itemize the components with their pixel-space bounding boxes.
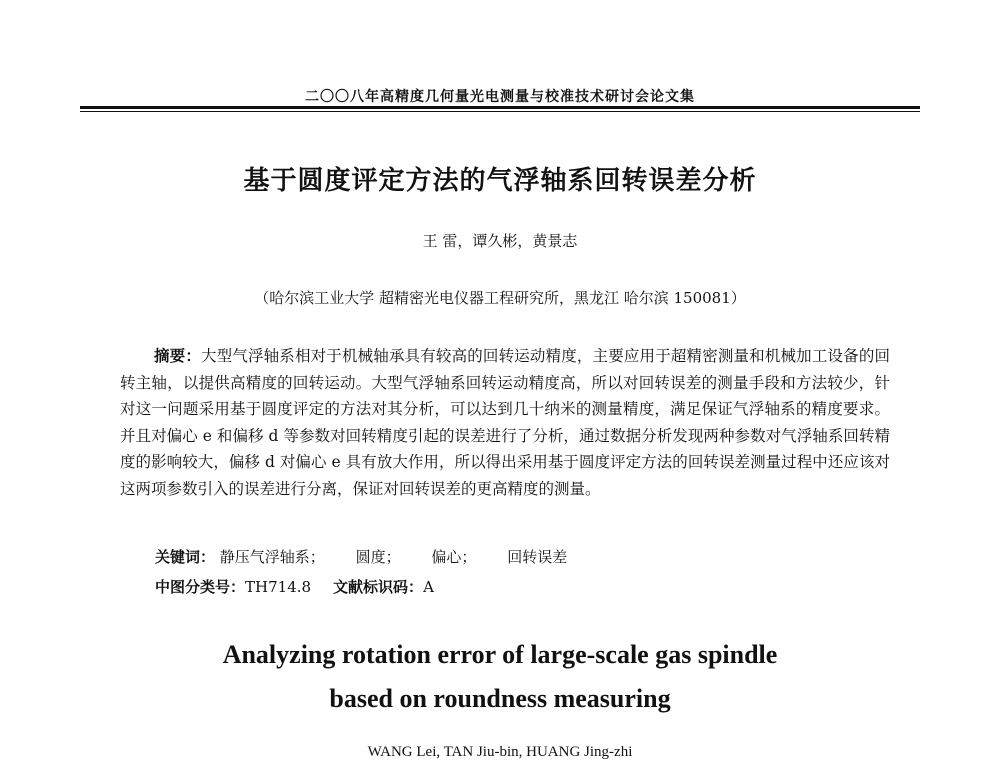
keywords-line — [155, 546, 895, 567]
abstract-text: 大型气浮轴系相对于机械轴承具有较高的回转运动精度，主要应用于超精密测量和机械加工设备的回转主轴，以提供高精度的回转运动。大型气浮轴系回转运动精度高，所以对回转误差的测量手段和方法较少，针对这一问题采用基于圆度评定的方法对其分析，可以达到几十纳米的测量精度，满足保证气浮轴系的精度要求。并且对偏心 e 和偏移 d 等参数对回转精度引起的误差进行了分析，通过数据分析发现两种参数对气浮轴系回转精度的影响较大，偏移 d 对偏心 e 具有放大作用，所以得出采用基于圆度评定方法的回转误差测量过程中还应该对这两项参数引入的误差进行分离，保证对回转误差的更高精度的测量。 — [120, 347, 890, 498]
paper-title-en-line2: based on roundness measuring — [329, 684, 671, 713]
classification-line — [155, 576, 895, 597]
affiliation-cn: （哈尔滨工业大学 超精密光电仪器工程研究所，黑龙江 哈尔滨 150081） — [254, 289, 746, 307]
running-header: 二〇〇八年高精度几何量光电测量与校准技术研讨会论文集 — [305, 89, 695, 105]
doc-code-label: 文献标识码： — [333, 578, 424, 596]
paper-title-cn: 基于圆度评定方法的气浮轴系回转误差分析 — [243, 166, 757, 196]
keywords-label: 关键词： — [155, 548, 216, 566]
keyword: 圆度； — [355, 548, 401, 566]
keyword: 偏心； — [431, 548, 477, 566]
doc-code-value: A — [423, 578, 434, 596]
clc-label: 中图分类号： — [155, 578, 246, 596]
authors-cn: 王 雷，谭久彬，黄景志 — [422, 232, 578, 250]
abstract-label: 摘要： — [154, 347, 201, 365]
clc-value: TH714.8 — [245, 578, 312, 596]
header-rule-thin — [80, 111, 920, 112]
paper-title-en-line1: Analyzing rotation error of large-scale gas spindle — [222, 640, 778, 669]
abstract-paragraph — [120, 343, 890, 503]
header-rule-thick — [80, 106, 920, 109]
authors-en: WANG Lei, TAN Jiu-bin, HUANG Jing-zhi — [367, 744, 633, 760]
keyword: 回转误差 — [507, 548, 568, 566]
keyword: 静压气浮轴系； — [219, 548, 325, 566]
